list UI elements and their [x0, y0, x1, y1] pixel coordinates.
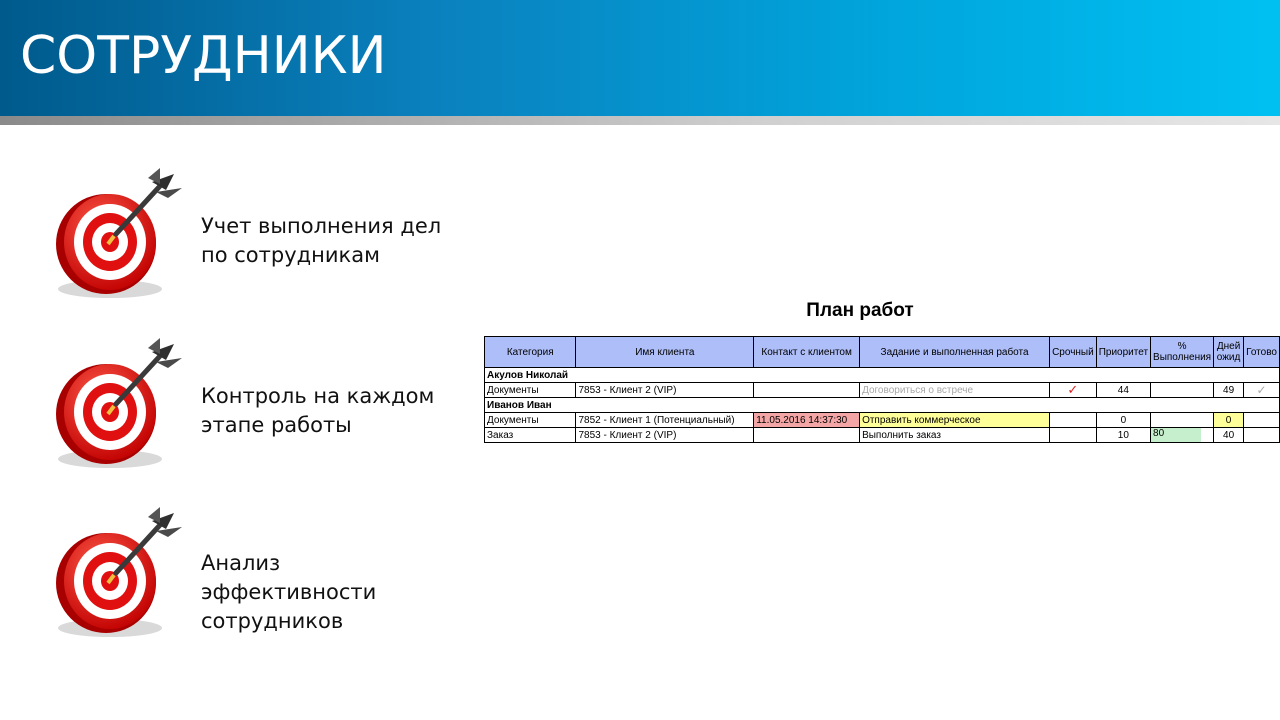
col-priority: Приоритет [1096, 337, 1150, 368]
table-row[interactable] [485, 413, 1280, 428]
bullet-2 [48, 334, 448, 474]
cell-category: Заказ [485, 428, 576, 443]
cell-client: 7852 - Клиент 1 (Потенциальный) [576, 413, 754, 428]
cell-client: 7853 - Клиент 2 (VIP) [576, 383, 754, 398]
group-row [485, 368, 1280, 383]
bullet-3 [48, 503, 448, 643]
col-days: Дней ожид [1214, 337, 1244, 368]
cell-task: Отправить коммерческое [860, 413, 1050, 428]
table-header-row [485, 337, 1280, 368]
table-row[interactable] [485, 383, 1280, 398]
bullet-1-line2: по сотрудникам [201, 243, 380, 267]
col-done: Готово [1244, 337, 1280, 368]
col-contact: Контакт с клиентом [754, 337, 860, 368]
plan-title: План работ [806, 300, 914, 321]
percent-progress-bar: 80 [1151, 428, 1201, 442]
target-dart-icon [48, 334, 188, 474]
cell-priority: 44 [1096, 383, 1150, 398]
bullet-3-text [201, 549, 448, 636]
group-row [485, 398, 1280, 413]
cell-done[interactable] [1244, 428, 1280, 443]
cell-urgent[interactable] [1050, 413, 1097, 428]
bullet-3-line1: Анализ эффективности [201, 551, 377, 604]
urgent-check-icon[interactable]: ✓ [1050, 383, 1097, 398]
header-divider [0, 116, 1280, 125]
cell-percent [1151, 383, 1214, 398]
bullet-2-line1: Контроль на каждом [201, 384, 435, 408]
target-dart-icon [48, 164, 188, 304]
bullet-2-line2: этапе работы [201, 413, 352, 437]
employee-name: Акулов Николай [485, 368, 1280, 383]
cell-days: 49 [1214, 383, 1244, 398]
cell-contact [754, 428, 860, 443]
employee-name: Иванов Иван [485, 398, 1280, 413]
bullet-1-line1: Учет выполнения дел [201, 214, 442, 238]
bullet-1-text [201, 212, 441, 270]
plan-table [484, 336, 1280, 443]
cell-days: 0 [1214, 413, 1244, 428]
cell-done[interactable] [1244, 413, 1280, 428]
cell-task: Выполнить заказ [860, 428, 1050, 443]
table-row[interactable] [485, 428, 1280, 443]
cell-percent [1151, 428, 1214, 443]
col-task: Задание и выполненная работа [860, 337, 1050, 368]
cell-percent [1151, 413, 1214, 428]
cell-category: Документы [485, 413, 576, 428]
slide-title: СОТРУДНИКИ [20, 26, 387, 86]
col-client: Имя клиента [576, 337, 754, 368]
bullet-3-line2: сотрудников [201, 609, 344, 633]
target-dart-icon [48, 503, 188, 643]
cell-contact: 11.05.2016 14:37:30 [754, 413, 860, 428]
col-category: Категория [485, 337, 576, 368]
done-check-icon[interactable]: ✓ [1244, 383, 1280, 398]
cell-urgent[interactable] [1050, 428, 1097, 443]
bullet-2-text [201, 382, 434, 440]
cell-contact [754, 383, 860, 398]
cell-priority: 10 [1096, 428, 1150, 443]
col-percent: % Выполнения [1151, 337, 1214, 368]
cell-category: Документы [485, 383, 576, 398]
col-urgent: Срочный [1050, 337, 1097, 368]
cell-priority: 0 [1096, 413, 1150, 428]
slide-header [0, 0, 1280, 116]
cell-days: 40 [1214, 428, 1244, 443]
cell-client: 7853 - Клиент 2 (VIP) [576, 428, 754, 443]
bullet-1 [48, 164, 448, 304]
cell-task: Договориться о встрече [860, 383, 1050, 398]
